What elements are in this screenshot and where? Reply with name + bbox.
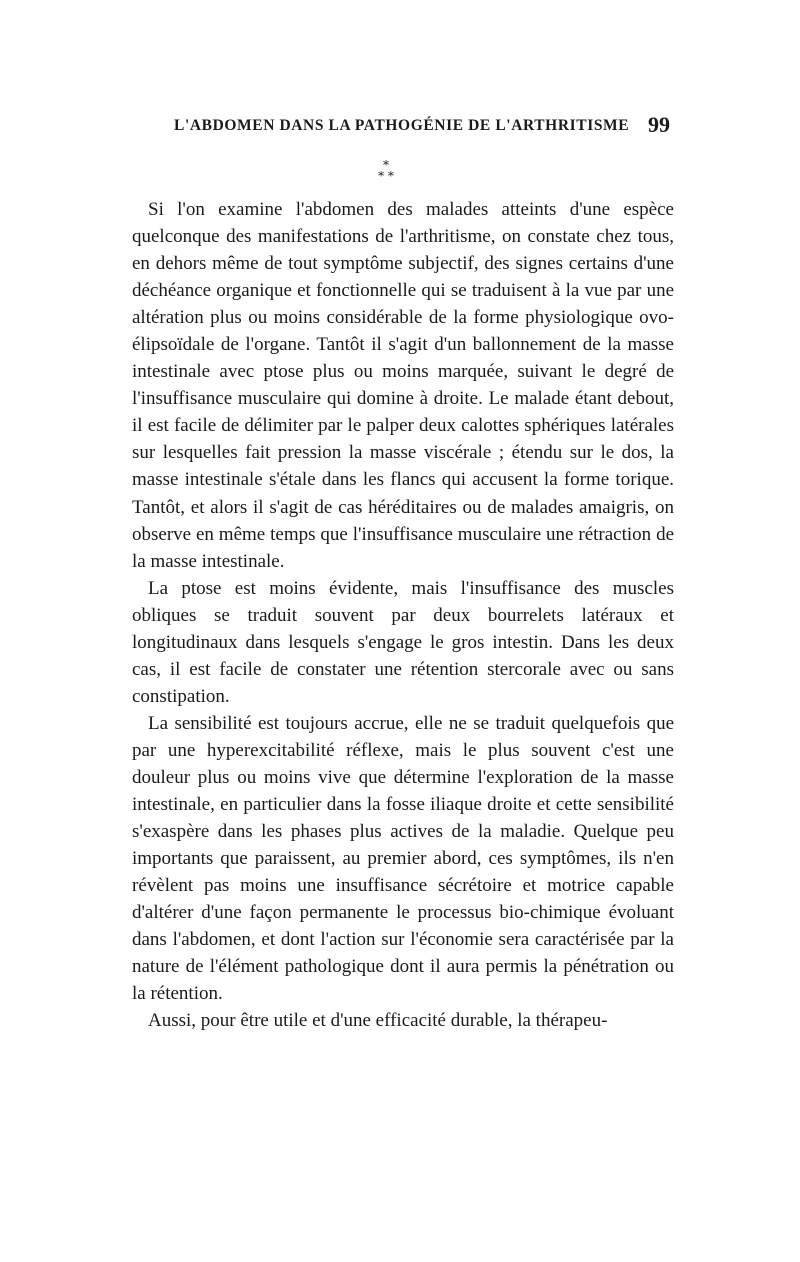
asterism-bottom: * * [378,169,394,183]
running-header [130,112,670,142]
page-number: 99 [648,112,670,137]
body-text [132,196,674,1034]
paragraph-3: La sensibilité est toujours accrue, elle ne se traduit quelquefois que par une hyperexcitabilité réflexe, mais le plus souvent c'est une douleur plus ou moins vive que détermine l'exploration de la masse intestinale, en particulier dans la fosse iliaque droite et cette sensibilité s'exaspère dans les phases plus actives de la maladie. Quelque peu importants que paraissent, au premier abord, ces symptômes, ils n'en révèlent pas moins une insuffisance sécrétoire et motrice capable d'altérer d'une façon permanente le processus bio-chimique évoluant dans l'abdomen, et dont l'action sur l'économie sera caractérisée par la nature de l'élément pathologique dont il aura permis la pénétration ou la rétention. [132,712,674,1005]
asterism-top: * [383,158,389,172]
running-title: L'ABDOMEN DANS LA PATHOGÉNIE DE L'ARTHRITISME [174,117,630,134]
asterism-ornament [376,160,396,186]
paragraph-2: La ptose est moins évidente, mais l'insuffisance des muscles obliques se traduit souvent par deux bourrelets latéraux et longitudinaux dans lesquels s'engage le gros intestin. Dans les deux cas, il est facile de constater une rétention stercorale avec ou sans constipation. [132,577,674,707]
paragraph-4: Aussi, pour être utile et d'une efficacité durable, la thérapeu- [148,1010,608,1032]
paragraph-1: Si l'on examine l'abdomen des malades atteints d'une espèce quelconque des manifestations de l'arthritisme, on constate chez tous, en dehors même de tout symptôme subjectif, des signes certains d'une déchéance organique et fonctionnelle qui se traduisent à la vue par une altération plus ou moins considérable de la forme physiologique ovo-élipsoïdale de l'organe. Tantôt il s'agit d'un ballonnement de la masse intestinale avec ptose plus ou moins marquée, suivant le degré de l'insuffisance musculaire qui domine à droite. Le malade étant debout, il est facile de délimiter par le palper deux calottes sphériques latérales sur lesquelles fait pression la masse viscérale ; étendu sur le dos, la masse intestinale s'étale dans les flancs qui accusent la forme torique. Tantôt, et alors il s'agit de cas héréditaires ou de malades amaigris, on observe en même temps que l'insuffisance musculaire une rétraction de la masse intestinale. [132,199,674,572]
